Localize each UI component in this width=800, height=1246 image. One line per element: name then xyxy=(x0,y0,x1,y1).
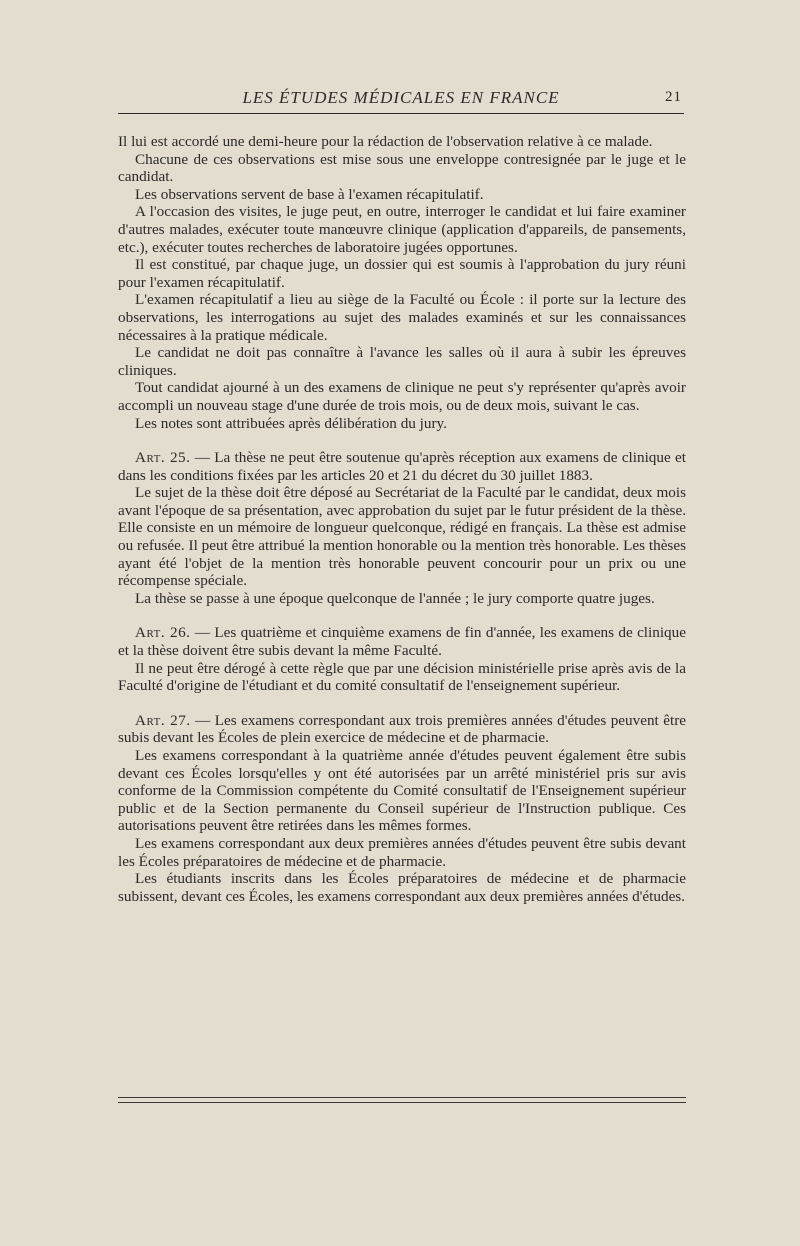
paragraph: Les notes sont attribuées après délibération du jury. xyxy=(135,414,447,432)
page-number: 21 xyxy=(665,89,682,105)
article-lead-text: — Les examens correspondant aux trois premières années d'études peuvent être subis devant les Écoles de plein exercice de médecine et de pharmacie. xyxy=(118,711,686,747)
paragraph: Chacune de ces observations est mise sous une enveloppe contresignée par le juge et le candidat. xyxy=(118,150,686,186)
article-label: Art. 26. xyxy=(135,624,191,642)
paragraph: A l'occasion des visites, le juge peut, en outre, interroger le candidat et lui faire examiner d'autres malades, exécuter toute manœuvre clinique (application d'appareils, de pansements, etc.), exécuter toutes recherches de laboratoire jugées opportunes. xyxy=(118,203,686,256)
article-27 xyxy=(118,712,686,906)
body-text xyxy=(118,133,686,905)
paragraph: Les examens correspondant à la quatrième année d'études peuvent également être subis devant ces Écoles lorsqu'elles y ont été autorisées par un arrêté ministériel pris sur avis conforme de la Commission compétente du Comité consultatif de l'Enseignement supérieur public et de la Section permanente du Conseil supérieur de l'Instruction publique. Ces autorisations peuvent être retirées dans les mêmes formes. xyxy=(118,747,686,835)
header-rule xyxy=(118,113,684,114)
paragraph: Les étudiants inscrits dans les Écoles préparatoires de médecine et de pharmacie subissent, devant ces Écoles, les examens correspondant aux deux premières années d'études. xyxy=(118,870,686,905)
paragraph: La thèse se passe à une époque quelconque de l'année ; le jury comporte quatre juges. xyxy=(135,589,655,607)
article-lead-text: — La thèse ne peut être soutenue qu'après réception aux examens de clinique et dans les conditions fixées par les articles 20 et 21 du décret du 30 juillet 1883. xyxy=(118,449,686,484)
article-lead xyxy=(118,449,686,484)
article-lead-text: — Les quatrième et cinquième examens de fin d'année, les examens de clinique et la thèse doivent être subis devant la même Faculté. xyxy=(118,624,686,660)
paragraph: Les observations servent de base à l'examen récapitulatif. xyxy=(135,185,484,203)
page-header xyxy=(118,86,684,112)
paragraph: Il est constitué, par chaque juge, un dossier qui est soumis à l'approbation du jury réuni pour l'examen récapitulatif. xyxy=(118,256,686,291)
paragraph: Tout candidat ajourné à un des examens de clinique ne peut s'y représenter qu'après avoir accompli un nouveau stage d'une durée de trois mois, ou de deux mois, suivant le cas. xyxy=(118,379,686,414)
article-26 xyxy=(118,624,686,694)
paragraph: Le sujet de la thèse doit être déposé au Secrétariat de la Faculté par le candidat, deux mois avant l'époque de sa présentation, avec approbation du sujet par le futur président de la thèse. Elle consiste en un mémoire de longueur quelconque, rédigé en français. La thèse est admise ou refusée. Il peut être attribué la mention honorable ou la mention très honorable. Les thèses ayant été l'objet de la mention très honorable peuvent concourir pour un prix ou une récompense spéciale. xyxy=(118,484,686,590)
paragraph: Le candidat ne doit pas connaître à l'avance les salles où il aura à subir les épreuves cliniques. xyxy=(118,344,686,379)
article-label: Art. 27. xyxy=(135,711,191,729)
footer-rule xyxy=(118,1102,686,1103)
paragraph: Il lui est accordé une demi-heure pour la rédaction de l'observation relative à ce malade. xyxy=(118,133,653,150)
running-title: LES ÉTUDES MÉDICALES EN FRANCE xyxy=(242,88,560,107)
article-lead xyxy=(118,624,686,659)
paragraph: Les examens correspondant aux deux premières années d'études peuvent être subis devant les Écoles préparatoires de médecine et de pharmacie. xyxy=(118,834,686,870)
paragraph: L'examen récapitulatif a lieu au siège de la Faculté ou École : il porte sur la lecture des observations, les interrogations au sujet des malades examinés et sur les connaissances nécessaires à la pratique médicale. xyxy=(118,291,686,344)
article-lead xyxy=(118,712,686,747)
article-label: Art. 25. xyxy=(135,449,191,467)
article-25 xyxy=(118,449,686,607)
paragraph: Il ne peut être dérogé à cette règle que par une décision ministérielle prise après avis de la Faculté d'origine de l'étudiant et du comité consultatif de l'enseignement supérieur. xyxy=(118,659,686,695)
footer-rule xyxy=(118,1097,686,1098)
